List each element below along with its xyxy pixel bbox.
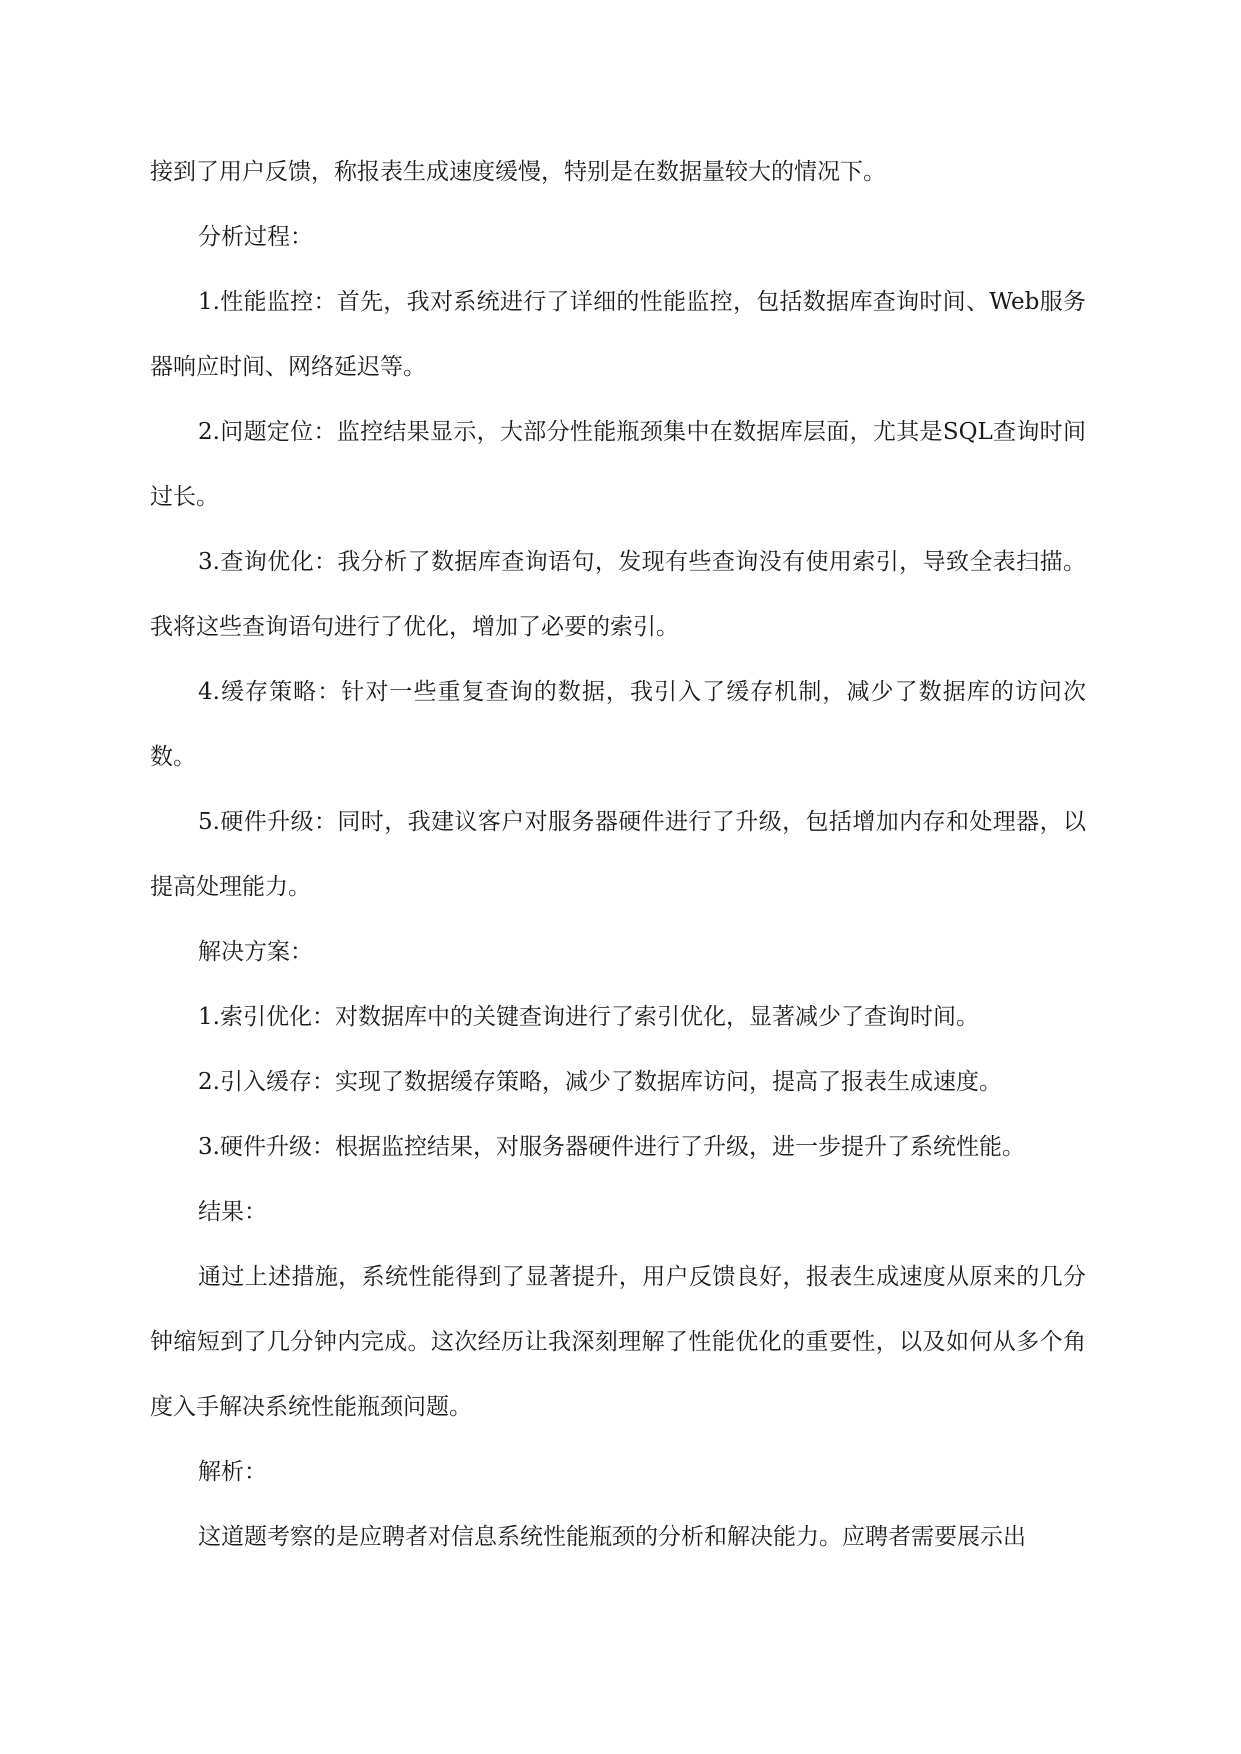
list-item-introduce-cache: 2.引入缓存：实现了数据缓存策略，减少了数据库访问，提高了报表生成速度。 [198, 1069, 1002, 1095]
paragraph-user-feedback: 接到了用户反馈，称报表生成速度缓慢，特别是在数据量较大的情况下。 [150, 159, 886, 185]
heading-result: 结果： [198, 1199, 267, 1225]
paragraph-analysis: 这道题考察的是应聘者对信息系统性能瓶颈的分析和解决能力。应聘者需要展示出 [198, 1524, 1026, 1550]
list-item-hardware-upgrade: 5.硬件升级：同时，我建议客户对服务器硬件进行了升级，包括增加内存和处理器，以提高处理能力。 [150, 809, 1086, 900]
list-item-performance-monitoring: 1.性能监控：首先，我对系统进行了详细的性能监控，包括数据库查询时间、Web服务器响应时间、网络延迟等。 [150, 289, 1086, 380]
document-body [150, 140, 1086, 1570]
paragraph-result: 通过上述措施，系统性能得到了显著提升，用户反馈良好，报表生成速度从原来的几分钟缩短到了几分钟内完成。这次经历让我深刻理解了性能优化的重要性，以及如何从多个角度入手解决系统性能瓶颈问题。 [150, 1264, 1086, 1420]
list-item-cache-strategy: 4.缓存策略：针对一些重复查询的数据，我引入了缓存机制，减少了数据库的访问次数。 [150, 679, 1086, 770]
list-item-problem-location: 2.问题定位：监控结果显示，大部分性能瓶颈集中在数据库层面，尤其是SQL查询时间过长。 [150, 419, 1086, 510]
heading-solution: 解决方案： [198, 939, 313, 965]
list-item-hardware-upgrade-solution: 3.硬件升级：根据监控结果，对服务器硬件进行了升级，进一步提升了系统性能。 [198, 1134, 1025, 1160]
list-item-query-optimization: 3.查询优化：我分析了数据库查询语句，发现有些查询没有使用索引，导致全表扫描。我将这些查询语句进行了优化，增加了必要的索引。 [150, 549, 1086, 640]
list-item-index-optimization: 1.索引优化：对数据库中的关键查询进行了索引优化，显著减少了查询时间。 [198, 1004, 979, 1030]
heading-analysis-process: 分析过程： [198, 224, 313, 250]
heading-analysis: 解析： [198, 1459, 267, 1485]
